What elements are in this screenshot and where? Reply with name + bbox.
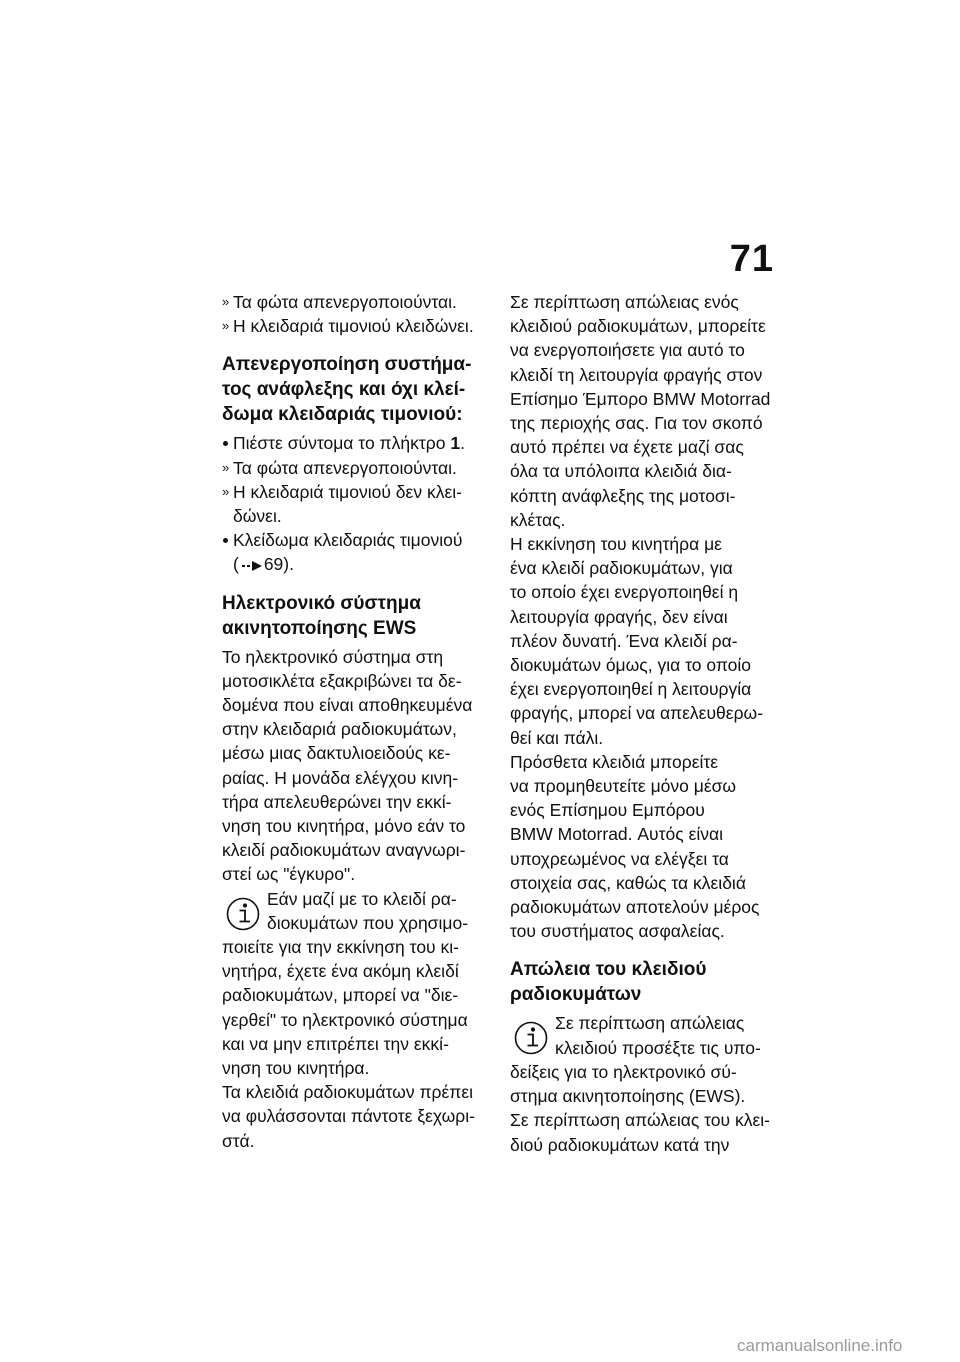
key-number: 1	[450, 433, 461, 454]
right-column	[510, 290, 778, 1157]
info-icon	[226, 897, 260, 931]
info-note-key-loss: Σε περίπτωση απώλειας κλειδιού προσέξτε τις υπο- δείξεις για το ηλεκτρονικό σύ- στημα ακινητοποίησης (EWS). Σε περίπτωση απώλειας του κλει- διού ραδιοκυμάτων κατά την	[510, 1013, 770, 1155]
paragraph-ews-description: Το ηλεκτρονικό σύστημα στη μοτοσικλέτα εξακριβώνει τα δε- δομένα που είναι αποθηκευμένα στην κλειδαριά ραδιοκυμάτων, μέσω μιας δακτυλιοειδούς κε- ραίας. Η μονάδα ελέγχου κινη- τήρα απελευθερώνει την εκκί- νηση του κινητήρα, μόνο εάν το κλειδί ραδιοκυμάτων αναγνωρι- στεί ως "έγκυρο".	[222, 646, 473, 885]
step-lock-steering: Κλείδωμα κλειδαριάς τιμονιού	[222, 528, 490, 552]
page-reference[interactable]: ( 69).	[233, 554, 294, 575]
result-steering-locks: » Η κλειδαριά τιμονιού κλειδώνει.	[222, 314, 490, 338]
heading-key-loss: Απώλεια του κλειδιού ραδιοκυμάτων	[510, 959, 707, 1006]
info-note-second-key: Εάν μαζί με το κλειδί ρα- διοκυμάτων που χρησιμο- ποιείτε για την εκκίνηση του κι- νητήρα, έχετε ένα ακόμη κλειδί ραδιοκυμάτων, μπορεί να "διε- γερθεί" το ηλεκτρονικό σύστημα και να μην επιτρέπει την εκκί- νηση του κινητήρα. Τα κλειδιά ραδιοκυμάτων πρέπει να φυλάσσονται πάντοτε ξεχωρι- στά.	[222, 888, 475, 1151]
result-lights-off-2: » Τα φώτα απενεργοποιούνται.	[222, 456, 490, 480]
result-lights-off: » Τα φώτα απενεργοποιούνται.	[222, 290, 490, 314]
result-steering-not-locked: » Η κλειδαριά τιμονιού δεν κλει-	[222, 480, 490, 504]
page-number: 71	[729, 238, 774, 280]
reference-arrow-icon	[242, 561, 262, 571]
step-press-button: Πιέστε σύντομα το πλήκτρο 1.	[222, 431, 490, 455]
heading-ignition-off-no-lock: Απενεργοποίηση συστήμα- τος ανάφλεξης και όχι κλεί- δωμα κλειδαριάς τιμονιού:	[222, 354, 472, 426]
paragraph-key-loss-blocking: Σε περίπτωση απώλειας ενός κλειδιού ραδιοκυμάτων, μπορείτε να ενεργοποιήσετε για αυτό το κλειδί τη λειτουργία φραγής στον Επίσημο Έμπορο BMW Motorrad της περιοχής σας. Για τον σκοπό αυτό πρέπει να έχετε μαζί σας όλα τα υπόλοιπα κλειδιά δια- κόπτη ανάφλεξης της μοτοσι- κλέτας. Η εκκίνηση του κινητήρα με ένα κλειδί ραδιοκυμάτων, για το οποίο έχει ενεργοποιηθεί η λειτουργία φραγής, δεν είναι πλέον δυνατή. Ένα κλειδί ρα- διοκυμάτων όμως, για το οποίο έχει ενεργοποιηθεί η λειτουργία φραγής, μπορεί να απελευθερω- θεί και πάλι. Πρόσθετα κλειδιά μπορείτε να προμηθευτείτε μόνο μέσω ενός Επίσημου Εμπόρου BMW Motorrad. Αυτός είναι υποχρεωμένος να ελέγξει τα στοιχεία σας, καθώς τα κλειδιά ραδιοκυμάτων αποτελούν μέρος του συστήματος ασφαλείας.	[510, 292, 771, 942]
watermark: carmanualsonline.info	[737, 1336, 903, 1355]
heading-ews: Ηλεκτρονικό σύστημα ακινητοποίησης EWS	[222, 592, 421, 639]
info-icon	[514, 1021, 548, 1055]
left-column: » Τα φώτα απενεργοποιούνται. » Η κλειδαριά τιμονιού κλειδώνει. Απενεργοποίηση συστήμα- τος ανάφλεξης και όχι κλεί- δωμα κλειδαριάς τιμονιού: Πιέστε σύντομα το πλήκτρο 1. » Τα φώτα απενεργοποιούνται. » Η κλειδαριά τιμονιού δεν κλει- δώνει. Κλείδωμα κλειδαριάς τιμονιού ( 69). Ηλεκτρονικό σύστημα ακινητοποίησης EWS Το ηλεκτρονικό σύστημα στη μοτοσικλέτα εξακριβώνει τα δε- δομένα που είναι αποθηκευμένα στην κλειδαριά ραδιοκυμάτων, μέσω μιας δακτυλιοειδούς κε- ραίας. Η μονάδα ελέγχου κινη- τήρα απελευθερώνει την εκκί- νηση του κινητήρα, μόνο εάν το κλειδί ραδιοκυμάτων αναγνωρι- στεί ως "έγκυρο". Εάν μαζί με το κλειδί ρα- διοκυμάτων που χρησιμο- ποιείτε για την εκκίνηση του κι- νητήρα, έχετε ένα ακόμη κλειδί ραδιοκυμάτων, μπορεί να "διε- γερθεί" το ηλεκτρονικό σύστημα και να μην επιτρέπει την εκκί- νηση του κινητήρα. Τα κλειδιά ραδιοκυμάτων πρέπει να φυλάσσονται πάντοτε ξεχωρι- στά.	[222, 290, 490, 1153]
